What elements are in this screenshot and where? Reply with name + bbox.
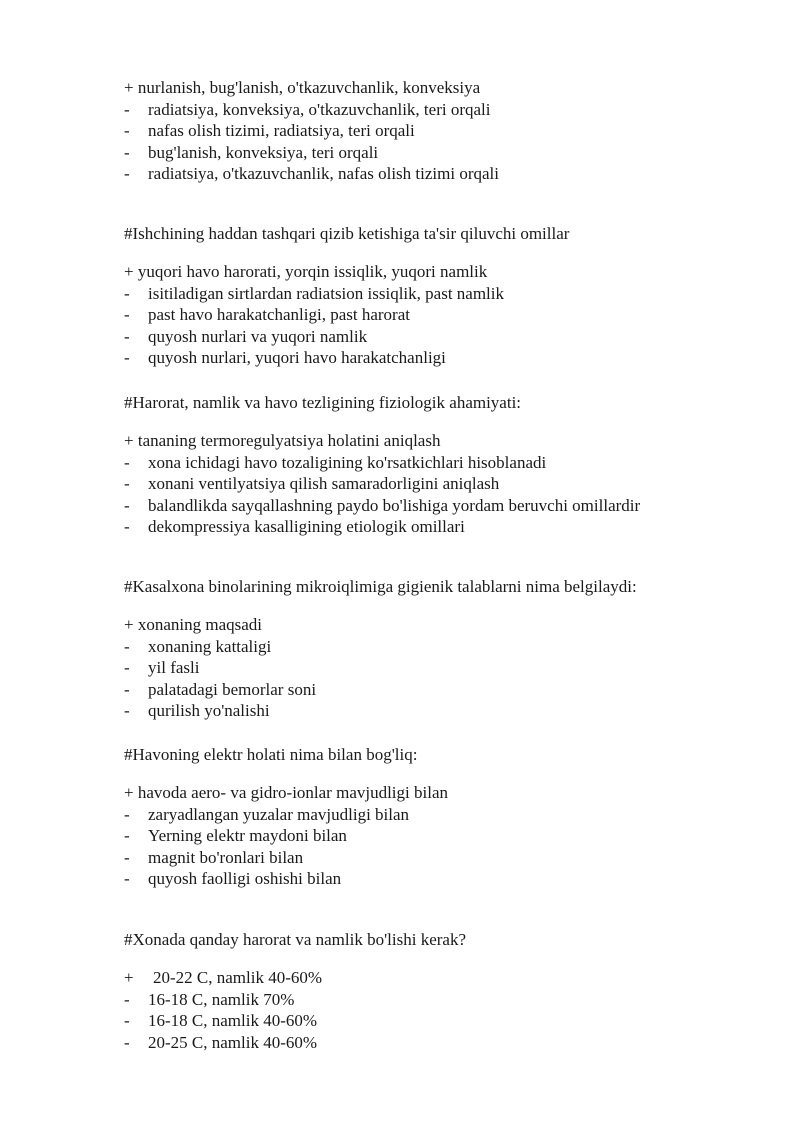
wrong-answer: [124, 804, 764, 826]
wrong-answer: [124, 868, 764, 890]
answer-text: balandlikda sayqallashning paydo bo'lishiga yordam beruvchi omillardir: [148, 495, 641, 515]
answer-text: dekompressiya kasalligining etiologik omillari: [148, 517, 465, 537]
wrong-answer: [124, 679, 764, 701]
wrong-answer: [124, 989, 764, 1011]
answer-text: xonaning maqsadi: [137, 615, 263, 634]
wrong-answer: [124, 452, 764, 474]
dash-mark: -: [124, 121, 130, 141]
dash-mark: -: [124, 305, 130, 325]
answer-text: quyosh faolligi oshishi bilan: [148, 869, 342, 889]
answer-text: magnit bo'ronlari bilan: [148, 847, 304, 867]
dash-mark: -: [124, 869, 130, 889]
answer-text: 20-25 C, namlik 40-60%: [148, 1032, 318, 1052]
wrong-answer: [124, 1010, 764, 1032]
answer-text: nurlanish, bug'lanish, o'tkazuvchanlik, konveksiya: [137, 78, 481, 97]
answer-text: isitiladigan sirtlardan radiatsion issiqlik, past namlik: [148, 283, 505, 303]
dash-mark: -: [124, 99, 130, 119]
correct-answer: [124, 614, 764, 636]
dash-mark: -: [124, 495, 130, 515]
answer-block-1: [124, 77, 764, 185]
dash-mark: -: [124, 826, 130, 846]
question-block-6: [124, 929, 764, 1053]
plus-mark: +: [124, 783, 134, 802]
dash-mark: -: [124, 804, 130, 824]
plus-mark: +: [124, 615, 134, 634]
plus-mark: +: [124, 78, 134, 97]
dash-mark: -: [124, 636, 130, 656]
wrong-answer: [124, 283, 764, 305]
plus-mark: +: [124, 431, 134, 450]
dash-mark: -: [124, 164, 130, 184]
answer-text: palatadagi bemorlar soni: [148, 679, 317, 699]
correct-answer: [124, 430, 764, 452]
wrong-answer: [124, 304, 764, 326]
answer-text: havoda aero- va gidro-ionlar mavjudligi bilan: [137, 783, 448, 802]
wrong-answer: [124, 700, 764, 722]
dash-mark: -: [124, 989, 130, 1009]
answer-text: quyosh nurlari va yuqori namlik: [148, 326, 368, 346]
answer-text: tananing termoregulyatsiya holatini aniqlash: [137, 431, 441, 450]
wrong-answer: [124, 636, 764, 658]
wrong-answer: [124, 326, 764, 348]
wrong-answer: [124, 495, 764, 517]
question-block-3: [124, 392, 764, 538]
wrong-answer: [124, 847, 764, 869]
answer-text: radiatsiya, o'tkazuvchanlik, nafas olish tizimi orqali: [148, 164, 499, 184]
question-title: #Harorat, namlik va havo tezligining fiziologik ahamiyati:: [124, 393, 522, 412]
plus-mark: +: [124, 968, 134, 987]
question-block-5: [124, 744, 764, 890]
answer-text: xona ichidagi havo tozaligining ko'rsatkichlari hisoblanadi: [148, 452, 547, 472]
dash-mark: -: [124, 348, 130, 368]
dash-mark: -: [124, 701, 130, 721]
answer-text: radiatsiya, konveksiya, o'tkazuvchanlik, teri orqali: [148, 99, 491, 119]
dash-mark: -: [124, 326, 130, 346]
dash-mark: -: [124, 283, 130, 303]
answer-text: yuqori havo harorati, yorqin issiqlik, yuqori namlik: [137, 262, 488, 281]
wrong-answer: [124, 516, 764, 538]
correct-answer: [124, 782, 764, 804]
answer-text: bug'lanish, konveksiya, teri orqali: [148, 142, 379, 162]
dash-mark: -: [124, 658, 130, 678]
wrong-answer: [124, 1032, 764, 1054]
dash-mark: -: [124, 517, 130, 537]
plus-mark: +: [124, 262, 134, 281]
answer-text: Yerning elektr maydoni bilan: [148, 826, 347, 846]
dash-mark: -: [124, 847, 130, 867]
wrong-answer: [124, 825, 764, 847]
question-title: #Ishchining haddan tashqari qizib ketishiga ta'sir qiluvchi omillar: [124, 224, 570, 243]
answer-text: xonaning kattaligi: [148, 636, 272, 656]
answer-text: yil fasli: [148, 658, 200, 678]
dash-mark: -: [124, 1032, 130, 1052]
question-title: #Havoning elektr holati nima bilan bog'liq:: [124, 745, 418, 764]
question-title: #Xonada qanday harorat va namlik bo'lishi kerak?: [124, 930, 467, 949]
dash-mark: -: [124, 1011, 130, 1031]
dash-mark: -: [124, 679, 130, 699]
answer-text: nafas olish tizimi, radiatsiya, teri orqali: [148, 121, 415, 141]
wrong-answer: [124, 120, 764, 142]
correct-answer: [124, 77, 764, 99]
wrong-answer: [124, 473, 764, 495]
answer-text: 16-18 C, namlik 40-60%: [148, 1011, 318, 1031]
correct-answer: [124, 967, 764, 989]
wrong-answer: [124, 657, 764, 679]
question-block-4: [124, 576, 764, 722]
answer-text: zaryadlangan yuzalar mavjudligi bilan: [148, 804, 410, 824]
wrong-answer: [124, 163, 764, 185]
answer-text: 16-18 C, namlik 70%: [148, 989, 295, 1009]
answer-text: past havo harakatchanligi, past harorat: [148, 305, 410, 325]
answer-text: 20-22 C, namlik 40-60%: [153, 968, 323, 987]
dash-mark: -: [124, 452, 130, 472]
answer-text: xonani ventilyatsiya qilish samaradorligini aniqlash: [148, 474, 500, 494]
answer-text: quyosh nurlari, yuqori havo harakatchanligi: [148, 348, 446, 368]
question-block-2: [124, 223, 764, 369]
wrong-answer: [124, 347, 764, 369]
wrong-answer: [124, 99, 764, 121]
dash-mark: -: [124, 474, 130, 494]
wrong-answer: [124, 142, 764, 164]
dash-mark: -: [124, 142, 130, 162]
answer-text: qurilish yo'nalishi: [148, 701, 270, 721]
question-title: #Kasalxona binolarining mikroiqlimiga gigienik talablarni nima belgilaydi:: [124, 577, 637, 596]
correct-answer: [124, 261, 764, 283]
